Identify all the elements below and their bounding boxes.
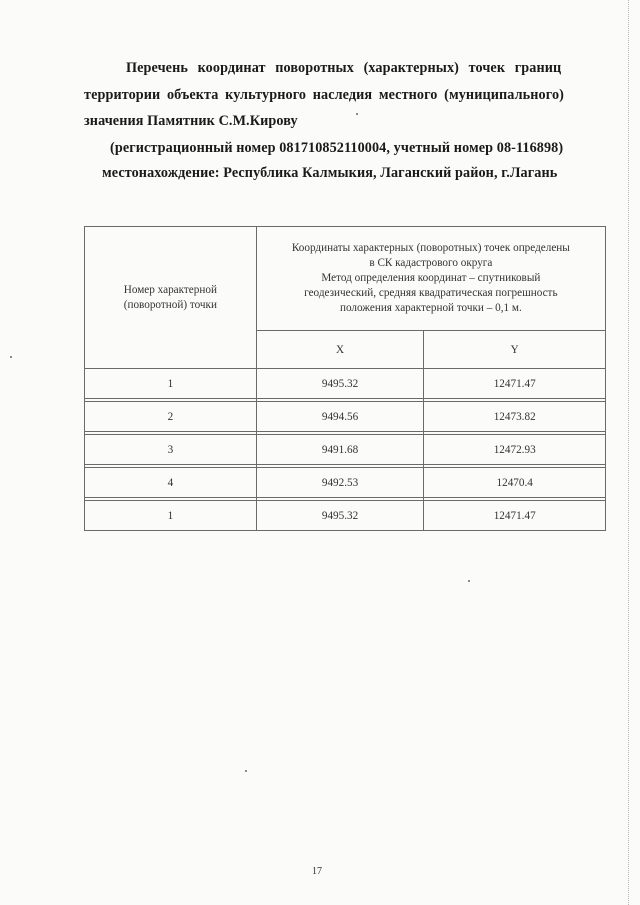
x-cell: 9495.32	[256, 501, 424, 531]
point-number-cell: 2	[85, 402, 257, 432]
table-row	[85, 402, 606, 432]
coordinates-header-line-2: в СК кадастрового округа	[369, 257, 493, 269]
y-cell: 12471.47	[424, 369, 606, 399]
table-row	[85, 468, 606, 498]
point-number-cell: 1	[85, 369, 257, 399]
table-row	[85, 435, 606, 465]
heading-line-4: (регистрационный номер 081710852110004, учетный номер 08-116898)	[110, 140, 564, 156]
point-number-cell: 3	[85, 435, 257, 465]
coordinates-header-line-3: Метод определения координат – спутниковый	[321, 272, 541, 284]
coordinates-table	[84, 226, 606, 531]
y-cell: 12473.82	[424, 402, 606, 432]
heading-line-2: территории объекта культурного наследия местного (муниципального)	[84, 87, 564, 103]
y-cell: 12470.4	[424, 468, 606, 498]
table-row	[85, 501, 606, 531]
y-cell: 12471.47	[424, 501, 606, 531]
y-column-header: Y	[424, 331, 606, 369]
scan-speck	[10, 356, 12, 358]
x-column-header: X	[256, 331, 424, 369]
x-cell: 9494.56	[256, 402, 424, 432]
point-number-header-text: Номер характерной (поворотной) точки	[123, 283, 217, 311]
coordinates-header-line-1: Координаты характерных (поворотных) точек определены	[291, 242, 570, 254]
point-number-header	[85, 227, 257, 369]
coordinates-header-line-4: геодезический, средняя квадратическая погрешность	[304, 287, 558, 299]
x-cell: 9492.53	[256, 468, 424, 498]
point-number-cell: 4	[85, 468, 257, 498]
coordinates-header	[256, 227, 605, 331]
heading-line-3: значения Памятник С.М.Кирову	[84, 113, 298, 129]
heading-line-1: Перечень координат поворотных (характерных) точек границ	[126, 60, 562, 76]
table-row	[85, 369, 606, 399]
x-cell: 9495.32	[256, 369, 424, 399]
x-cell: 9491.68	[256, 435, 424, 465]
y-cell: 12472.93	[424, 435, 606, 465]
scan-speck	[356, 113, 358, 115]
coordinates-header-line-5: положения характерной точки – 0,1 м.	[339, 302, 522, 314]
scan-edge-line	[628, 0, 629, 905]
scan-speck	[245, 770, 247, 772]
heading-line-5: местонахождение: Республика Калмыкия, Лаганский район, г.Лагань	[102, 165, 558, 181]
point-number-cell: 1	[85, 501, 257, 531]
page-number: 17	[312, 866, 322, 877]
scan-speck	[468, 580, 470, 582]
